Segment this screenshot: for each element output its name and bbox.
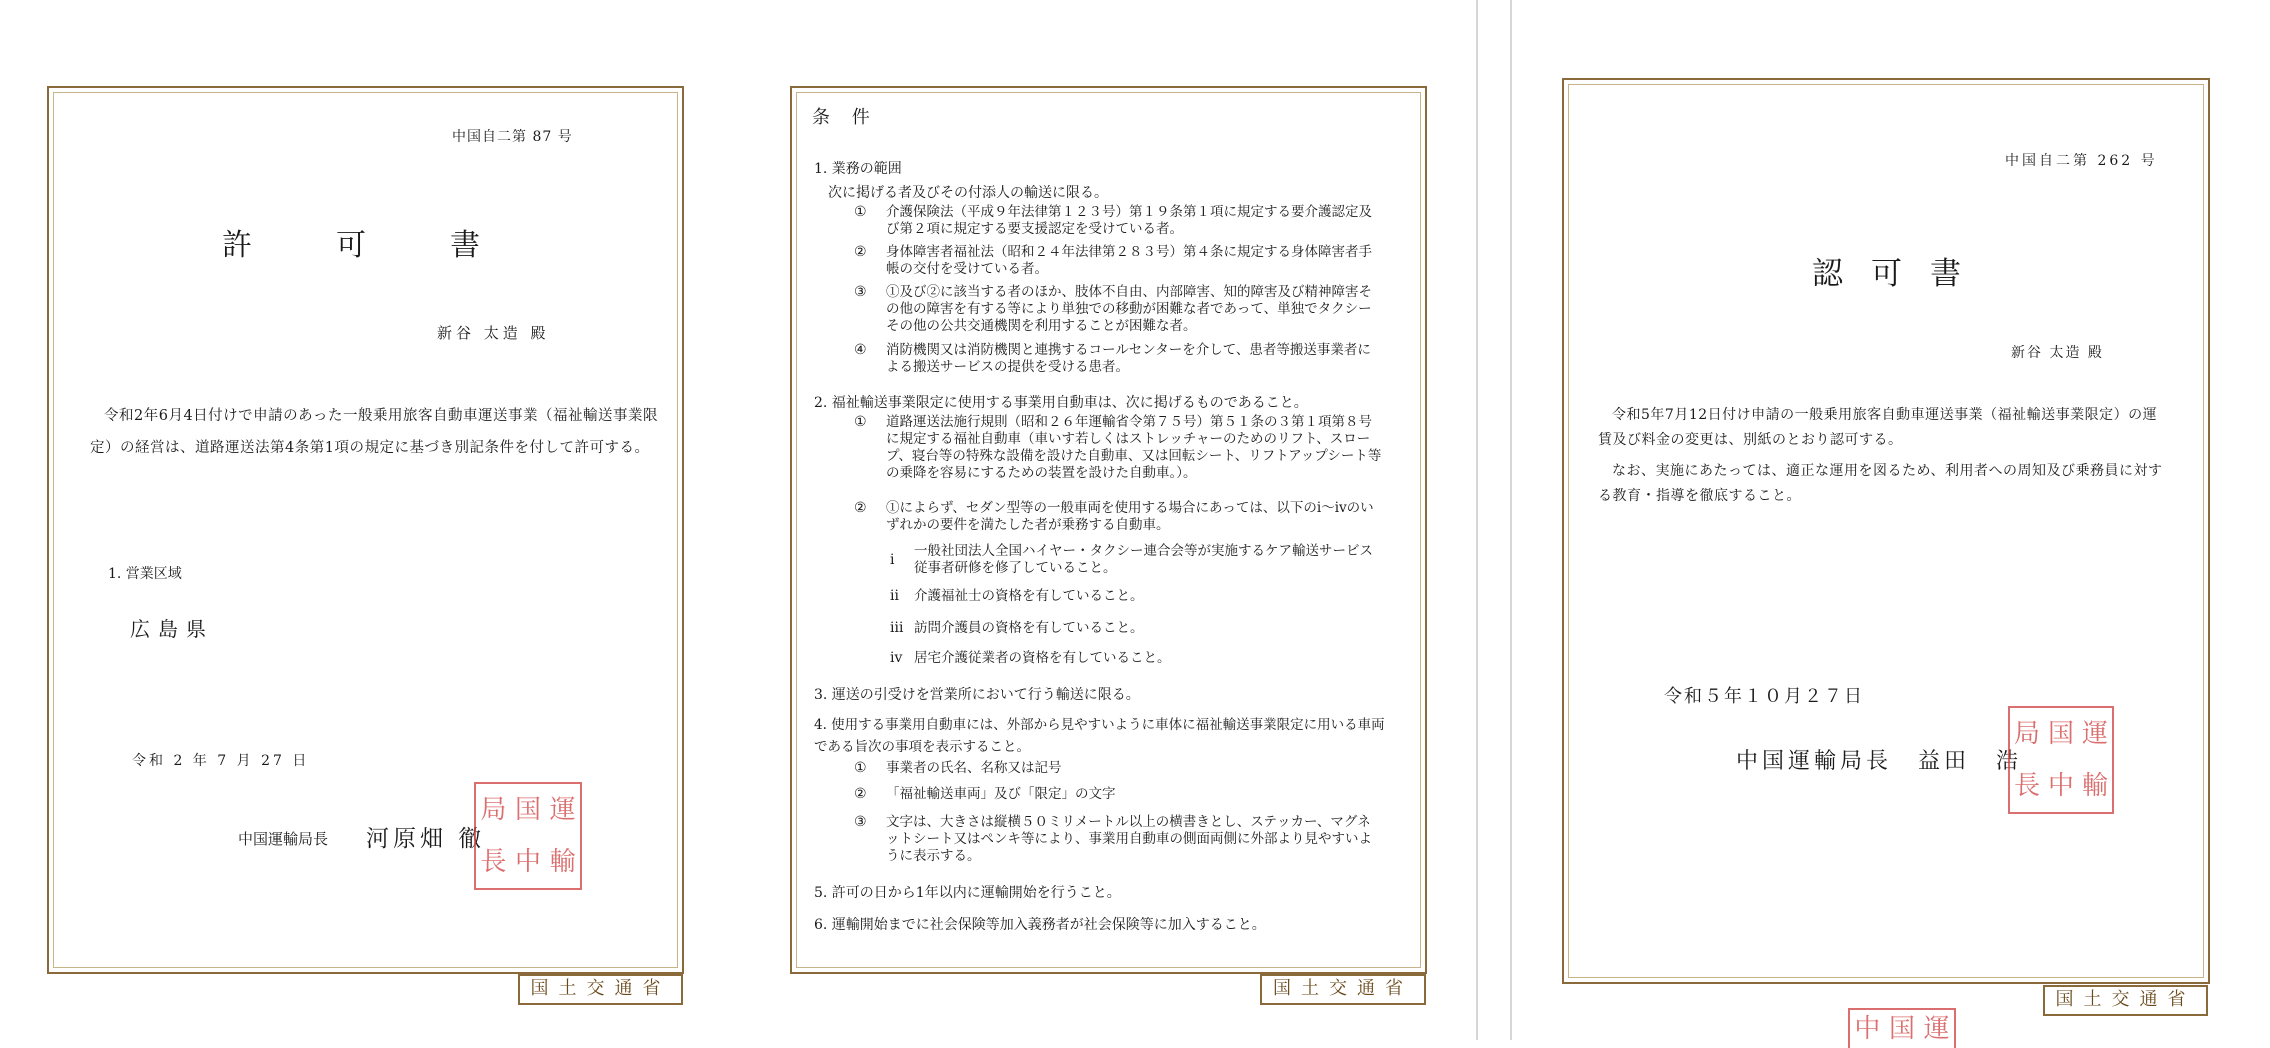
condition-sub-item: 介護福祉士の資格を有していること。 <box>914 588 1144 604</box>
permit-body-text: 令和2年6月4日付けで申請のあった一般乗用旅客自動車運送事業（福祉輸送事業限定）の経営は、道路運送法第4条第1項の規定に基づき別記条件を付して許可する。 <box>90 408 659 456</box>
ministry-label: 国土交通省 <box>2043 985 2208 1016</box>
official-seal: 局 国 運 長 中 輸 <box>2008 706 2114 814</box>
item-number: ③ <box>854 814 867 830</box>
section-5: 5. 許可の日から1年以内に運輸開始を行うこと。 <box>814 885 1121 901</box>
section-6: 6. 運輸開始までに社会保険等加入義務者が社会保険等に加入すること。 <box>814 917 1266 933</box>
signatory-name: 河原畑 徹 <box>366 826 486 852</box>
sub-item-number: ⅰ <box>890 552 895 568</box>
approval-body-text: 令和5年7月12日付け申請の一般乗用旅客自動車運送事業（福祉輸送事業限定）の運賃及び料金の変更は、別紙のとおり認可する。 <box>1598 407 2158 448</box>
condition-item: 介護保険法（平成９年法律第１２３号）第１９条第１項に規定する要介護認定及び第２項に規定する要支援認定を受けている者。 <box>886 204 1372 237</box>
condition-item: 「福祉輸送車両」及び「限定」の文字 <box>886 786 1116 802</box>
document-number: 中国自二第 87 号 <box>452 129 573 145</box>
approval-note-text: なお、実施にあたっては、適正な運用を図るため、利用者への周知及び乗務員に対する教育・指導を徹底すること。 <box>1598 463 2163 504</box>
sub-item-number: ⅳ <box>890 650 903 666</box>
section-1-intro: 次に掲げる者及びその付添人の輸送に限る。 <box>828 185 1108 201</box>
condition-item: 事業者の氏名、名称又は記号 <box>886 760 1062 776</box>
item-number: ④ <box>854 342 867 358</box>
section-4-title: 4. 使用する事業用自動車には、外部から見やすいように車体に福祉輸送事業限定に用いる車両である旨次の事項を表示すること。 <box>814 717 1385 755</box>
issue-date: 令和 2 年 7 月 27 日 <box>132 753 310 769</box>
ministry-label: 国土交通省 <box>1260 974 1426 1005</box>
page-separator <box>1476 0 1478 1040</box>
item-number: ① <box>854 204 867 220</box>
item-number: ③ <box>854 284 867 300</box>
signatory: 中国運輸局長 益田 浩 <box>1736 749 2023 774</box>
condition-sub-item: 一般社団法人全国ハイヤー・タクシー連合会等が実施するケア輸送サービス従事者研修を修了していること。 <box>914 543 1373 576</box>
conditions-heading: 条 件 <box>812 107 878 128</box>
condition-item: 身体障害者福祉法（昭和２４年法律第２８３号）第４条に規定する身体障害者手帳の交付を受けている者。 <box>886 244 1372 277</box>
sub-item-number: ⅱ <box>890 588 899 604</box>
item-number: ① <box>854 760 867 776</box>
business-area-heading: 1. 営業区域 <box>108 566 182 582</box>
business-area: 広島県 <box>130 617 214 641</box>
item-number: ② <box>854 244 867 260</box>
section-3: 3. 運送の引受けを営業所において行う輸送に限る。 <box>814 687 1140 703</box>
ministry-label: 国土交通省 <box>518 974 683 1005</box>
section-2-title: 2. 福祉輸送事業限定に使用する事業用自動車は、次に掲げるものであること。 <box>814 395 1308 411</box>
condition-item: 道路運送法施行規則（昭和２６年運輸省令第７５号）第５１条の３第１項第８号に規定する福祉自動車（車いす若しくはストレッチャーのためのリフト、スロープ、寝台等の特殊な設備を設けた自動車、又は回転シート、リフトアップシート等の乗降を容易にするための装置を設けた自動車。）。 <box>886 414 1382 481</box>
condition-item: 消防機関又は消防機関と連携するコールセンターを介して、患者等搬送事業者による搬送サービスの提供を受ける患者。 <box>886 342 1371 375</box>
item-number: ② <box>854 786 867 802</box>
addressee: 新谷 太造 殿 <box>2011 345 2104 361</box>
official-seal-partial: 中 国 運 <box>1848 1008 1956 1048</box>
document-title: 許可書 <box>222 228 564 263</box>
document-number: 中国自二第 262 号 <box>2005 153 2158 169</box>
official-seal: 局 国 運 長 中 輸 <box>474 782 582 890</box>
issue-date: 令和５年１０月２７日 <box>1664 686 1864 707</box>
condition-sub-item: 居宅介護従業者の資格を有していること。 <box>914 650 1171 666</box>
item-number: ① <box>854 414 867 430</box>
sub-item-number: ⅲ <box>890 620 904 636</box>
condition-item: ①及び②に該当する者のほか、肢体不自由、内部障害、知的障害及び精神障害その他の障害を有する等により単独での移動が困難な者であって、単独でタクシーその他の公共交通機関を利用することが困難な者。 <box>886 284 1372 334</box>
addressee: 新谷 太造 殿 <box>437 324 550 342</box>
document-title: 認可書 <box>1812 256 1989 292</box>
condition-item: ①によらず、セダン型等の一般車両を使用する場合にあっては、以下のⅰ～ⅳのいずれかの要件を満たした者が乗務する自動車。 <box>886 500 1374 533</box>
approval-body <box>1598 403 2170 509</box>
section-1-title: 1. 業務の範囲 <box>814 161 902 177</box>
document-inner-border <box>1568 84 2204 978</box>
signatory-title: 中国運輸局長 <box>238 830 329 848</box>
item-number: ② <box>854 500 867 516</box>
condition-sub-item: 訪問介護員の資格を有していること。 <box>914 620 1144 636</box>
condition-item: 文字は、大きさは縦横５０ミリメートル以上の横書きとし、ステッカー、マグネットシート又はペンキ等により、事業用自動車の側面両側に外部より見やすいように表示する。 <box>886 814 1372 864</box>
